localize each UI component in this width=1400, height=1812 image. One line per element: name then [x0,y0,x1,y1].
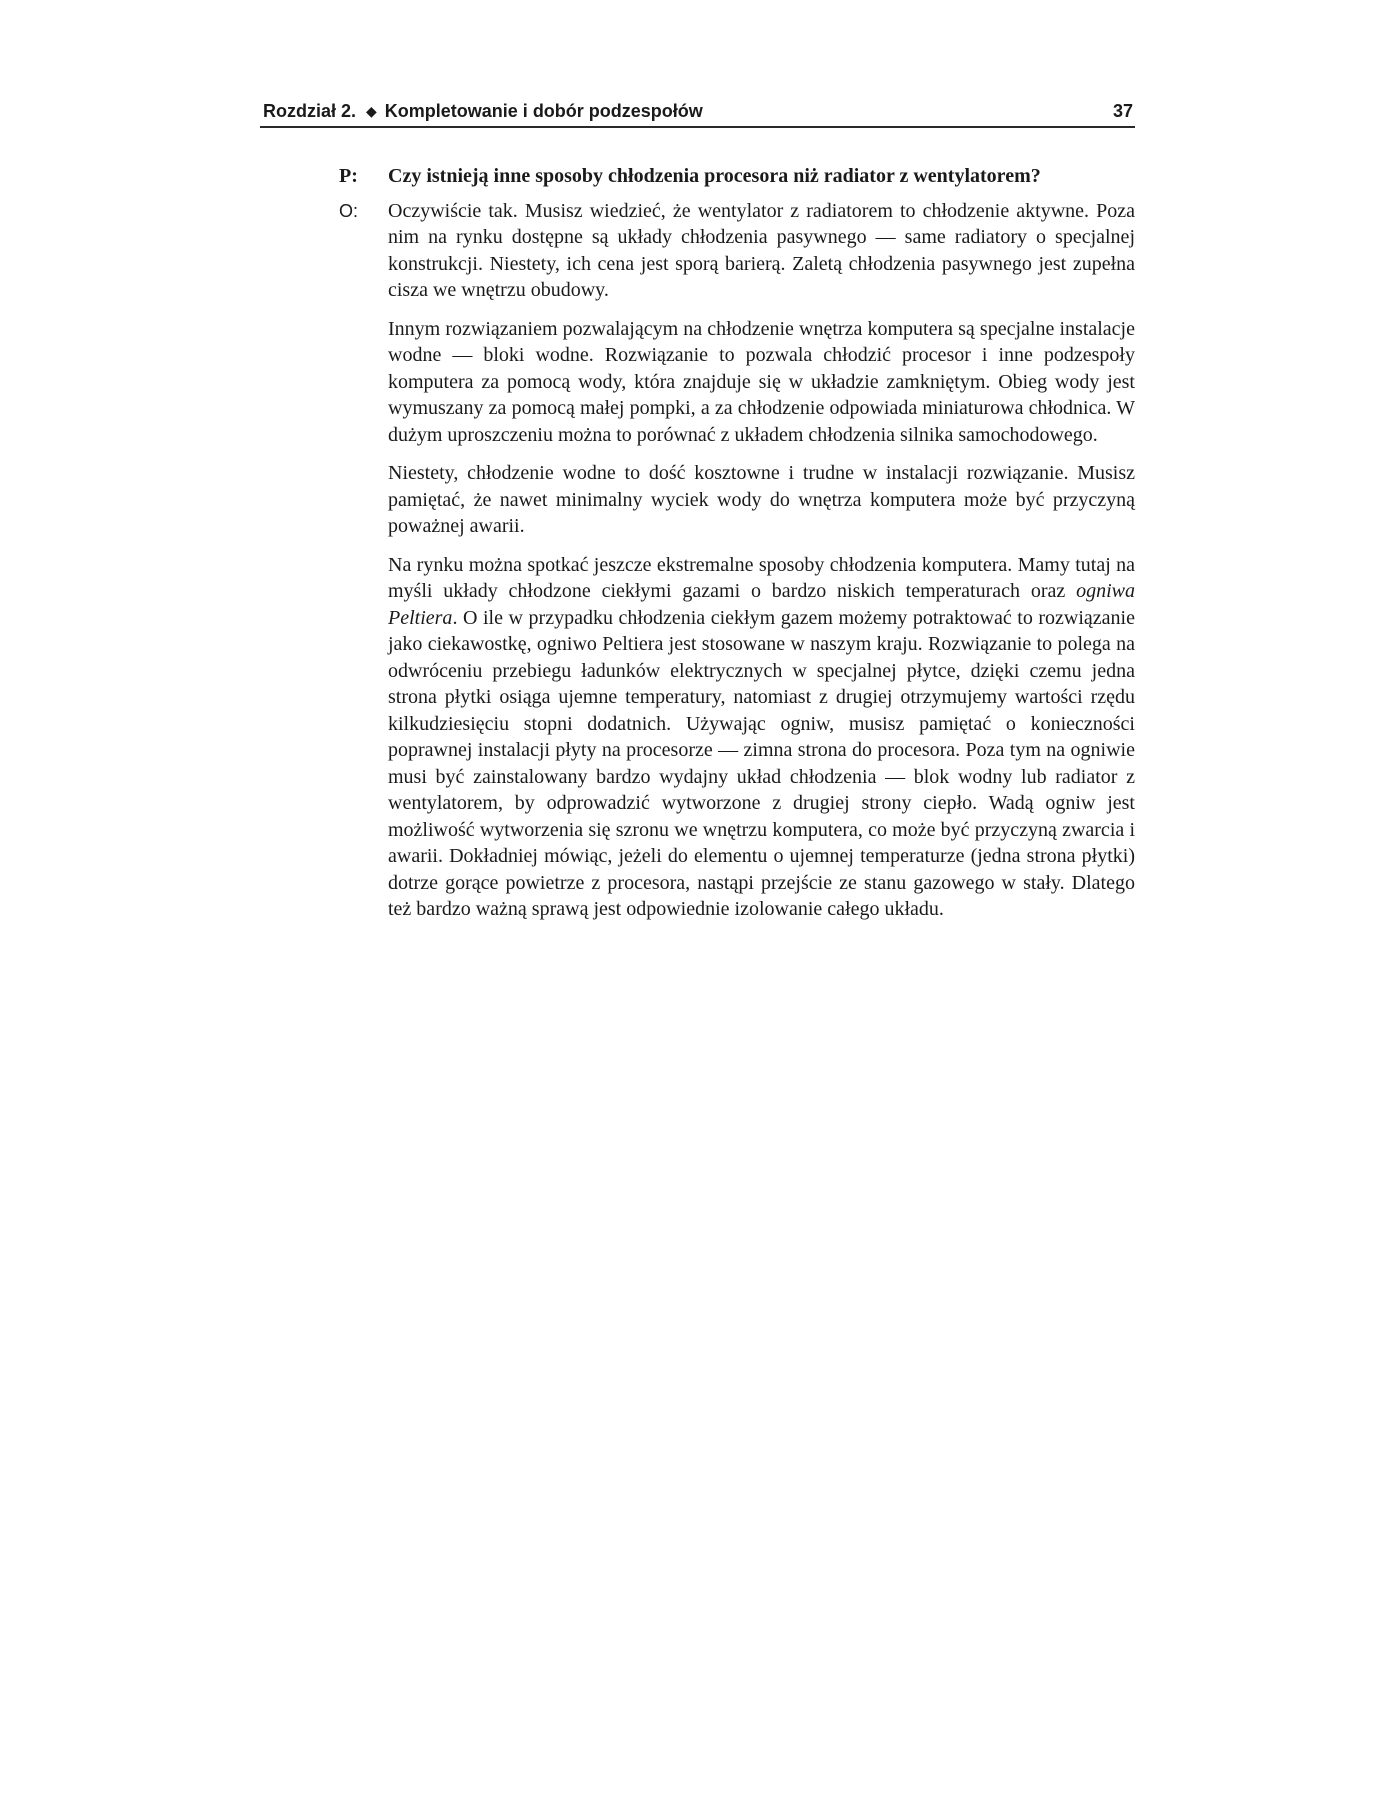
question-text: Czy istnieją inne sposoby chłodzenia procesora niż radiator z wentylatorem? [388,165,1041,187]
question [339,163,1135,190]
answer-paragraph: Innym rozwiązaniem pozwalającym na chłodzenie wnętrza komputera są specjalne instalacje wodne — bloki wodne. Rozwiązanie to pozwala chłodzić procesor i inne podzespoły komputera za pomocą wody, która znajduje się w układzie zamkniętym. Obieg wody jest wymuszany za pomocą małej pompki, a za chłodzenie odpowiada miniaturowa chłodnica. W dużym uproszczeniu można to porównać z układem chłodzenia silnika samochodowego. [388,317,1135,446]
qa-block [339,163,1135,935]
emphasized-term: ogniwa Peltiera [388,580,1135,629]
running-header [263,98,1133,128]
question-marker: P: [339,165,358,187]
answer-paragraph: Niestety, chłodzenie wodne to dość kosztowne i trudne w instalacji rozwiązanie. Musisz pamiętać, że nawet minimalny wyciek wody do wnętrza komputera może być przyczyną poważnej awarii. [388,462,1135,537]
page-number: 37 [1112,101,1133,121]
section-title: Kompletowanie i dobór podzespołów [384,101,703,121]
answer-paragraph: Oczywiście tak. Musisz wiedzieć, że wentylator z radiatorem to chłodzenie aktywne. Poza nim na rynku dostępne są układy chłodzenia pasywnego — same radiatory o specjalnej konstrukcji. Niestety, ich cena jest sporą barierą. Zaletą chłodzenia pasywnego jest zupełna cisza we wnętrzu obudowy. [388,199,1135,301]
diamond-separator-icon: ◆ [366,103,377,119]
chapter-label [263,98,703,124]
header-rule [260,126,1135,128]
answer-marker: O: [339,200,359,221]
chapter-number: Rozdział 2. [263,101,357,121]
answer [339,198,1135,923]
answer-paragraph [388,552,1135,923]
paragraph-text: Na rynku można spotkać jeszcze ekstremalne sposoby chłodzenia komputera. Mamy tutaj na myśli układy chłodzone ciekłymi gazami o bardzo niskich temperaturach oraz [388,553,1135,602]
paragraph-text: . O ile w przypadku chłodzenia ciekłym gazem możemy potraktować to rozwiązanie jako ciekawostkę, ogniwo Peltiera jest stosowane w naszym kraju. Rozwiązanie to polega na odwróceniu przebiegu ładunków elektrycznych w specjalnej płytce, dzięki czemu jedna strona płytki osiąga ujemne temperatury, natomiast z drugiej otrzymujemy wartości rzędu kilkudziesięciu stopni dodatnich. Używając ogniw, musisz pamiętać o konieczności poprawnej instalacji płyty na procesorze — zimna strona do procesora. Poza tym na ogniwie musi być zainstalowany bardzo wydajny układ chłodzenia — blok wodny lub radiator z wentylatorem, by odprowadzić wytworzone z drugiej strony ciepło. Wadą ogniw jest możliwość wytworzenia się szronu we wnętrzu komputera, co może być przyczyną zwarcia i awarii. Dokładniej mówiąc, jeżeli do elementu o ujemnej temperaturze (jedna strona płytki) dotrze gorące powietrze z procesora, nastąpi przejście ze stanu gazowego w stały. Dlatego też bardzo ważną sprawą jest odpowiednie izolowanie całego układu. [388,606,1135,920]
